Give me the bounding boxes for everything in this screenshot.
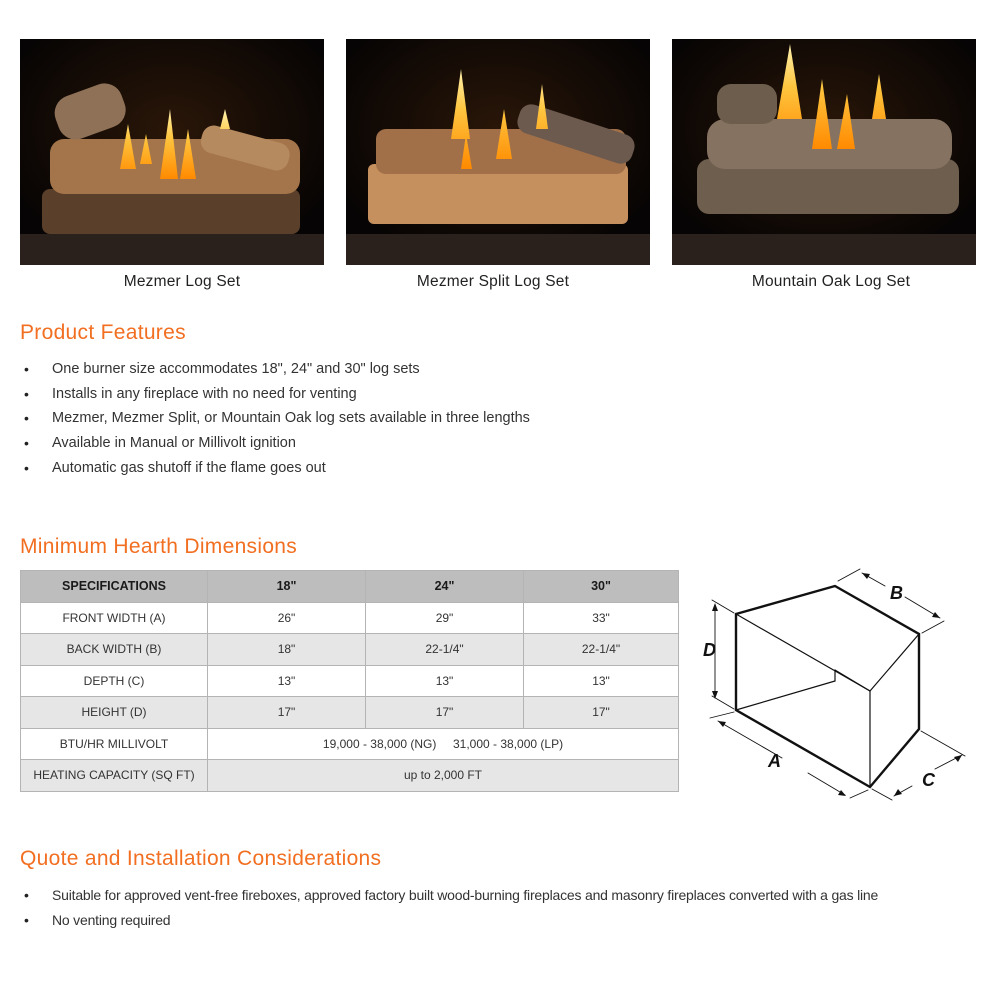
column-header: 18" <box>208 571 366 603</box>
feature-item: • Mezmer, Mezmer Split, or Mountain Oak log sets available in three lengths <box>20 406 530 431</box>
table-cell: 17" <box>366 697 524 729</box>
mountain-oak-log-set-photo <box>672 39 976 265</box>
table-header-row <box>21 571 679 603</box>
table-cell: 17" <box>524 697 679 729</box>
gallery-caption: Mezmer Log Set <box>123 273 241 290</box>
table-cell: 33" <box>524 602 679 634</box>
row-label: HEATING CAPACITY (SQ FT) <box>21 760 208 792</box>
table-cell: 13" <box>366 665 524 697</box>
dimension-label-a: A <box>768 751 781 771</box>
feature-item: • Automatic gas shutoff if the flame goes out <box>20 456 530 481</box>
table-cell: 26" <box>208 602 366 634</box>
table-cell: 22-1/4" <box>524 634 679 666</box>
table-row <box>21 665 679 697</box>
row-label: DEPTH (C) <box>21 665 208 697</box>
feature-item: • Available in Manual or Millivolt ignition <box>20 431 530 456</box>
dimension-label-c: C <box>922 770 935 790</box>
consideration-item: • No venting required <box>20 908 878 933</box>
quote-installation-title: Quote and Installation Considerations <box>20 847 382 870</box>
table-cell: 18" <box>208 634 366 666</box>
mezmer-log-set-photo <box>20 39 324 265</box>
table-cell: 22-1/4" <box>366 634 524 666</box>
hearth-dimension-diagram <box>690 555 990 805</box>
table-row <box>21 602 679 634</box>
hearth-dimensions-table <box>20 570 679 792</box>
row-label: BACK WIDTH (B) <box>21 634 208 666</box>
gallery-caption: Mezmer Split Log Set <box>416 273 570 290</box>
row-label: FRONT WIDTH (A) <box>21 602 208 634</box>
column-header: 30" <box>524 571 679 603</box>
table-cell: 13" <box>524 665 679 697</box>
dimension-label-b: B <box>890 583 903 603</box>
table-row <box>21 634 679 666</box>
dimension-label-d: D <box>703 640 716 660</box>
table-row <box>21 760 679 792</box>
column-header: SPECIFICATIONS <box>21 571 208 603</box>
table-cell: 19,000 - 38,000 (NG) 31,000 - 38,000 (LP) <box>208 728 679 760</box>
table-cell: up to 2,000 FT <box>208 760 679 792</box>
feature-item: • Installs in any fireplace with no need for venting <box>20 382 530 407</box>
row-label: HEIGHT (D) <box>21 697 208 729</box>
mezmer-split-log-set-photo <box>346 39 650 265</box>
table-row <box>21 728 679 760</box>
feature-item: • One burner size accommodates 18", 24" and 30" log sets <box>20 357 530 382</box>
column-header: 24" <box>366 571 524 603</box>
gallery-caption: Mountain Oak Log Set <box>751 273 911 290</box>
row-label: BTU/HR MILLIVOLT <box>21 728 208 760</box>
product-features-list <box>20 357 530 480</box>
hearth-dimensions-title: Minimum Hearth Dimensions <box>20 535 298 558</box>
table-cell: 13" <box>208 665 366 697</box>
table-row <box>21 697 679 729</box>
product-features-title: Product Features <box>20 321 186 344</box>
table-cell: 29" <box>366 602 524 634</box>
consideration-item: • Suitable for approved vent-free fireboxes, approved factory built wood-burning fireplaces and masonry fireplaces converted with a gas line <box>20 883 878 908</box>
quote-installation-list <box>20 883 878 932</box>
table-cell: 17" <box>208 697 366 729</box>
